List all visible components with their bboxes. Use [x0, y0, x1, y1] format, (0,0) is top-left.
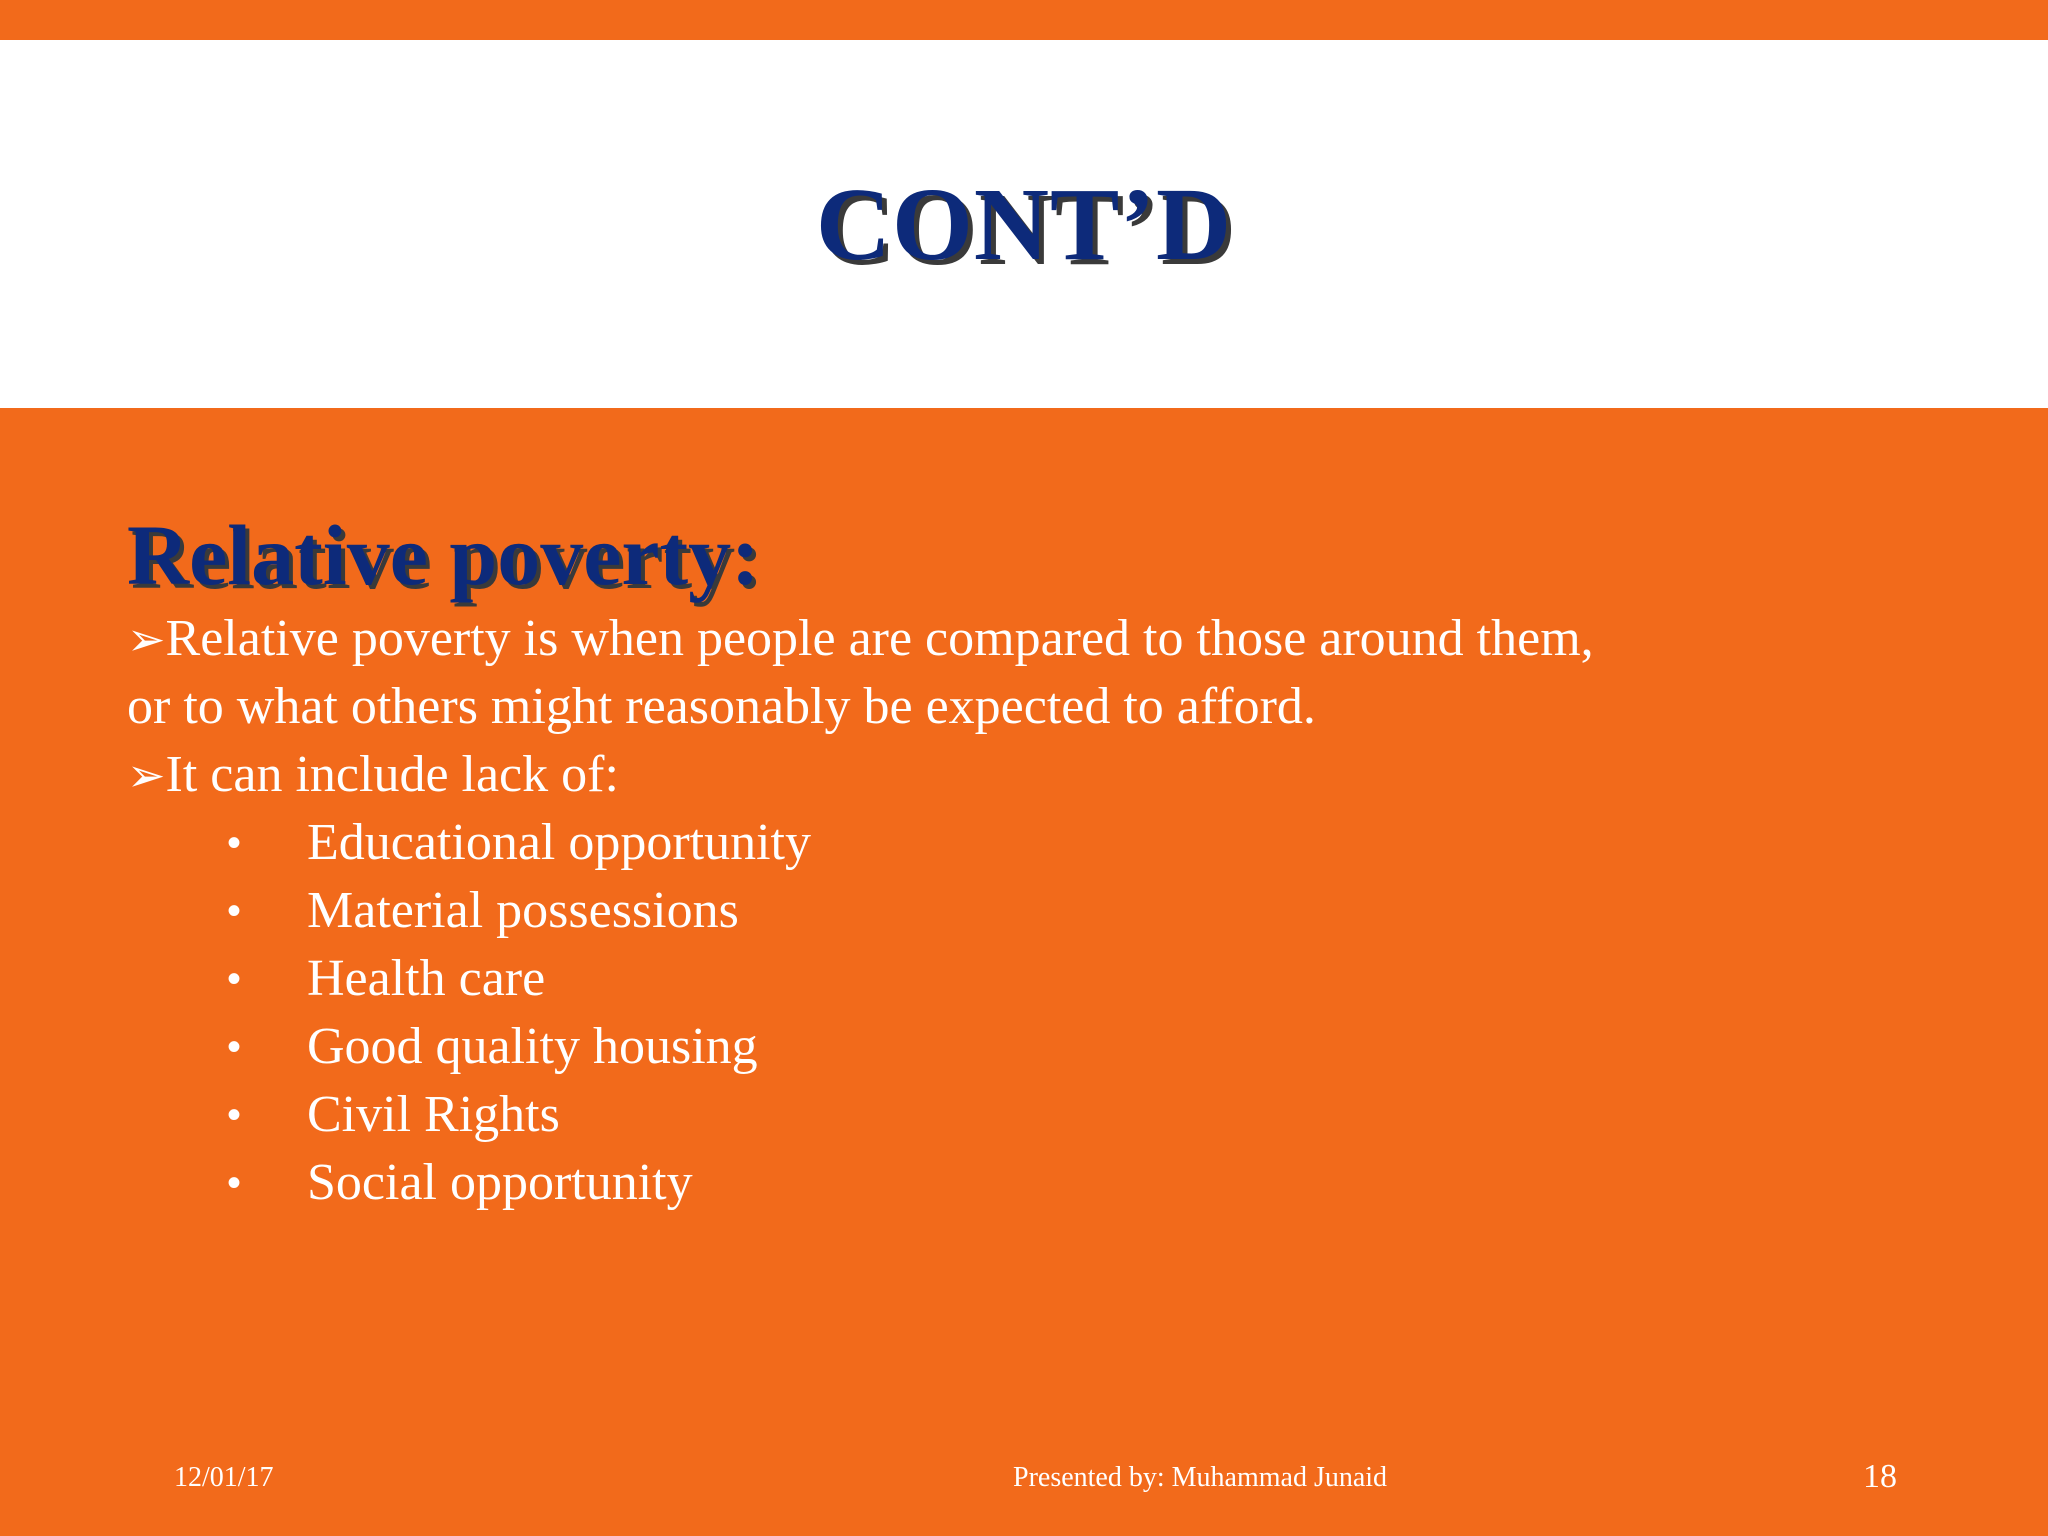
- section-heading: Relative poverty:: [127, 507, 760, 603]
- lack-of-list: [127, 809, 1927, 1217]
- footer-date: 12/01/17: [174, 1462, 274, 1493]
- list-item-text: Civil Rights: [307, 1086, 560, 1143]
- list-item: [227, 1149, 1927, 1217]
- list-item-text: Material possessions: [307, 882, 739, 939]
- list-item-text: Educational opportunity: [307, 814, 812, 871]
- point-1-text: Relative poverty is when people are compared to those around them,: [165, 610, 1594, 667]
- point-2-text: It can include lack of:: [165, 746, 619, 803]
- slide-content: [127, 505, 1927, 1217]
- top-band: [0, 0, 2048, 40]
- bullet-icon: •: [227, 1025, 242, 1069]
- point-2: [127, 741, 1927, 809]
- bullet-icon: •: [227, 1093, 242, 1137]
- slide-title: CONT’D: [815, 166, 1233, 282]
- list-item-text: Social opportunity: [307, 1154, 693, 1211]
- bullet-icon: •: [227, 1161, 242, 1205]
- list-item: [227, 877, 1927, 945]
- page-number: 18: [1863, 1458, 1897, 1495]
- bullet-icon: •: [227, 821, 242, 865]
- title-panel: [0, 40, 2048, 408]
- bullet-icon: •: [227, 889, 242, 933]
- arrow-bullet-icon: ➢: [127, 748, 166, 802]
- arrow-bullet-icon: ➢: [127, 612, 166, 666]
- point-1-continuation: or to what others might reasonably be expected to afford.: [127, 678, 1316, 735]
- list-item-text: Good quality housing: [307, 1018, 758, 1075]
- list-item: [227, 809, 1927, 877]
- point-1: [127, 605, 1927, 673]
- list-item: [227, 1081, 1927, 1149]
- bullet-icon: •: [227, 957, 242, 1001]
- footer-presenter: Presented by: Muhammad Junaid: [1013, 1462, 1388, 1493]
- list-item-text: Health care: [307, 950, 546, 1007]
- list-item: [227, 1013, 1927, 1081]
- list-item: [227, 945, 1927, 1013]
